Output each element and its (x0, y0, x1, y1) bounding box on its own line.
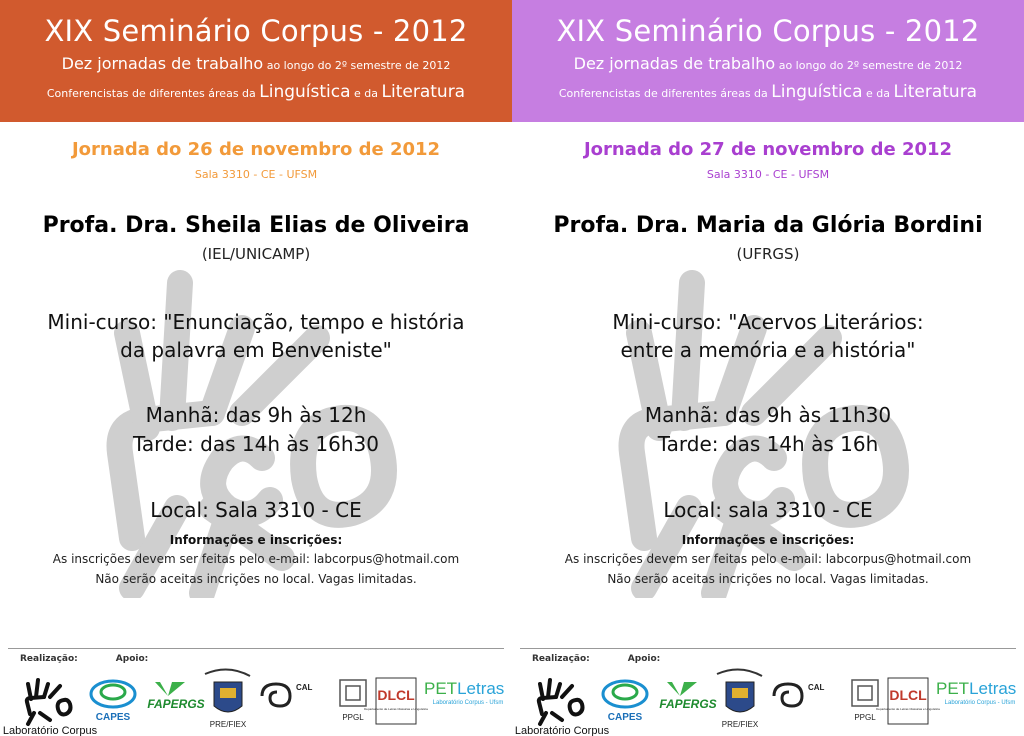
jornada-room: Sala 3310 - CE - UFSM (706, 168, 830, 181)
ppgl-label: PPGL (342, 713, 364, 722)
venue: Local: Sala 3310 - CE (150, 498, 362, 522)
speaker-name: Profa. Dra. Maria da Glória Bordini (553, 213, 983, 238)
poster-header (0, 0, 512, 122)
cal-label: CAL (808, 683, 825, 692)
pet-letras-label: PETLetras (424, 679, 505, 698)
pet-letras-logo-icon (936, 679, 1016, 706)
poster-header (512, 0, 1024, 122)
course-line-2: entre a memória e a história" (620, 338, 916, 362)
info-limit-line: Não serão aceitas incrições no local. Vagas limitadas. (607, 572, 929, 586)
lab-corpus-logo-icon (515, 680, 610, 736)
ppgl-label: PPGL (854, 713, 876, 722)
sponsor-logos (512, 666, 1024, 736)
subtitle-small: ao longo do 2º semestre de 2012 (263, 59, 451, 72)
capes-logo-icon (603, 681, 647, 723)
ufsm-crest-icon (205, 669, 250, 729)
pet-sub-label: Laboratório Corpus - Ufsm (432, 700, 504, 706)
subtitle-main: Dez jornadas de trabalho (573, 54, 776, 73)
capes-logo-icon (91, 681, 135, 723)
cal-logo-icon (774, 683, 825, 706)
cal-label: CAL (296, 683, 313, 692)
seminar-areas (0, 81, 512, 105)
areas-linguistica: Linguística (771, 82, 863, 102)
ppgl-logo-icon (340, 680, 366, 722)
seminar-areas (512, 81, 1024, 105)
poster-right (512, 0, 1024, 736)
fapergs-logo-icon (659, 682, 716, 711)
lab-corpus-label: Laboratório Corpus (2, 725, 98, 736)
seminar-title: XIX Seminário Corpus - 2012 (44, 14, 468, 48)
jornada-date: Jornada do 26 de novembro de 2012 (71, 139, 441, 160)
lab-corpus-logo-icon (3, 680, 98, 736)
fapergs-label: FAPERGS (659, 697, 717, 711)
info-title: Informações e inscrições: (681, 533, 855, 547)
capes-label: CAPES (607, 712, 643, 723)
footer-labels (20, 654, 186, 664)
poster-body (0, 139, 512, 587)
capes-label: CAPES (95, 712, 131, 723)
info-email-line: As inscrições devem ser feitas pelo e-mail: labcorpus@hotmail.com (564, 552, 972, 566)
fapergs-logo-icon (147, 682, 204, 711)
realizacao-label: Realização: (532, 654, 590, 664)
dlcl-logo-icon (876, 678, 940, 724)
morning-time: Manhã: das 9h às 12h (145, 403, 367, 427)
schedule (512, 401, 1024, 459)
footer-labels (532, 654, 698, 664)
pet-letras-label: PETLetras (936, 679, 1017, 698)
areas-text-1: Conferencistas de diferentes áreas da (558, 87, 772, 100)
info-email-line: As inscrições devem ser feitas pelo e-mail: labcorpus@hotmail.com (52, 552, 460, 566)
morning-time: Manhã: das 9h às 11h30 (644, 403, 892, 427)
ufsm-crest-icon (717, 669, 762, 729)
mini-course (512, 308, 1024, 364)
fapergs-label: FAPERGS (147, 697, 205, 711)
areas-text-1: Conferencistas de diferentes áreas da (46, 87, 260, 100)
dlcl-sub-label: Departamento de Letras Clássicas e Linguística (364, 707, 428, 711)
pre-fiex-label: PRE/FIEX (209, 720, 247, 729)
jornada-room: Sala 3310 - CE - UFSM (194, 168, 318, 181)
pet-letras-logo-icon (424, 679, 504, 706)
sponsor-logos (0, 666, 512, 736)
speaker-affiliation: (IEL/UNICAMP) (201, 245, 311, 263)
seminar-subtitle (0, 54, 512, 76)
course-line-2: da palavra em Benveniste" (120, 338, 392, 362)
apoio-label: Apoio: (115, 654, 149, 664)
footer-divider (520, 648, 1016, 649)
course-line-1: Mini-curso: "Enunciação, tempo e história (47, 310, 465, 334)
seminar-title: XIX Seminário Corpus - 2012 (556, 14, 980, 48)
realizacao-label: Realização: (20, 654, 78, 664)
schedule (0, 401, 512, 459)
dlcl-sub-label: Departamento de Letras Clássicas e Linguística (876, 707, 940, 711)
venue: Local: sala 3310 - CE (663, 498, 873, 522)
speaker-affiliation: (UFRGS) (736, 245, 800, 263)
course-line-1: Mini-curso: "Acervos Literários: (612, 310, 924, 334)
cal-logo-icon (262, 683, 313, 706)
info-title: Informações e inscrições: (169, 533, 343, 547)
pre-fiex-label: PRE/FIEX (721, 720, 759, 729)
poster-body (512, 139, 1024, 587)
afternoon-time: Tarde: das 14h às 16h30 (133, 432, 379, 456)
areas-literatura: Literatura (893, 82, 978, 102)
dlcl-label: DLCL (377, 687, 415, 703)
speaker-name: Profa. Dra. Sheila Elias de Oliveira (42, 213, 470, 238)
areas-text-2: e da (862, 87, 894, 100)
lab-corpus-label: Laboratório Corpus (514, 725, 610, 736)
pet-sub-label: Laboratório Corpus - Ufsm (944, 700, 1016, 706)
areas-linguistica: Linguística (259, 82, 351, 102)
dlcl-logo-icon (364, 678, 428, 724)
apoio-label: Apoio: (627, 654, 661, 664)
areas-text-2: e da (350, 87, 382, 100)
jornada-date: Jornada do 27 de novembro de 2012 (583, 139, 953, 160)
seminar-subtitle (512, 54, 1024, 76)
subtitle-small: ao longo do 2º semestre de 2012 (775, 59, 963, 72)
areas-literatura: Literatura (381, 82, 466, 102)
info-limit-line: Não serão aceitas incrições no local. Vagas limitadas. (95, 572, 417, 586)
footer-divider (8, 648, 504, 649)
dlcl-label: DLCL (889, 687, 927, 703)
subtitle-main: Dez jornadas de trabalho (61, 54, 264, 73)
mini-course (0, 308, 512, 364)
afternoon-time: Tarde: das 14h às 16h (657, 432, 879, 456)
ppgl-logo-icon (852, 680, 878, 722)
